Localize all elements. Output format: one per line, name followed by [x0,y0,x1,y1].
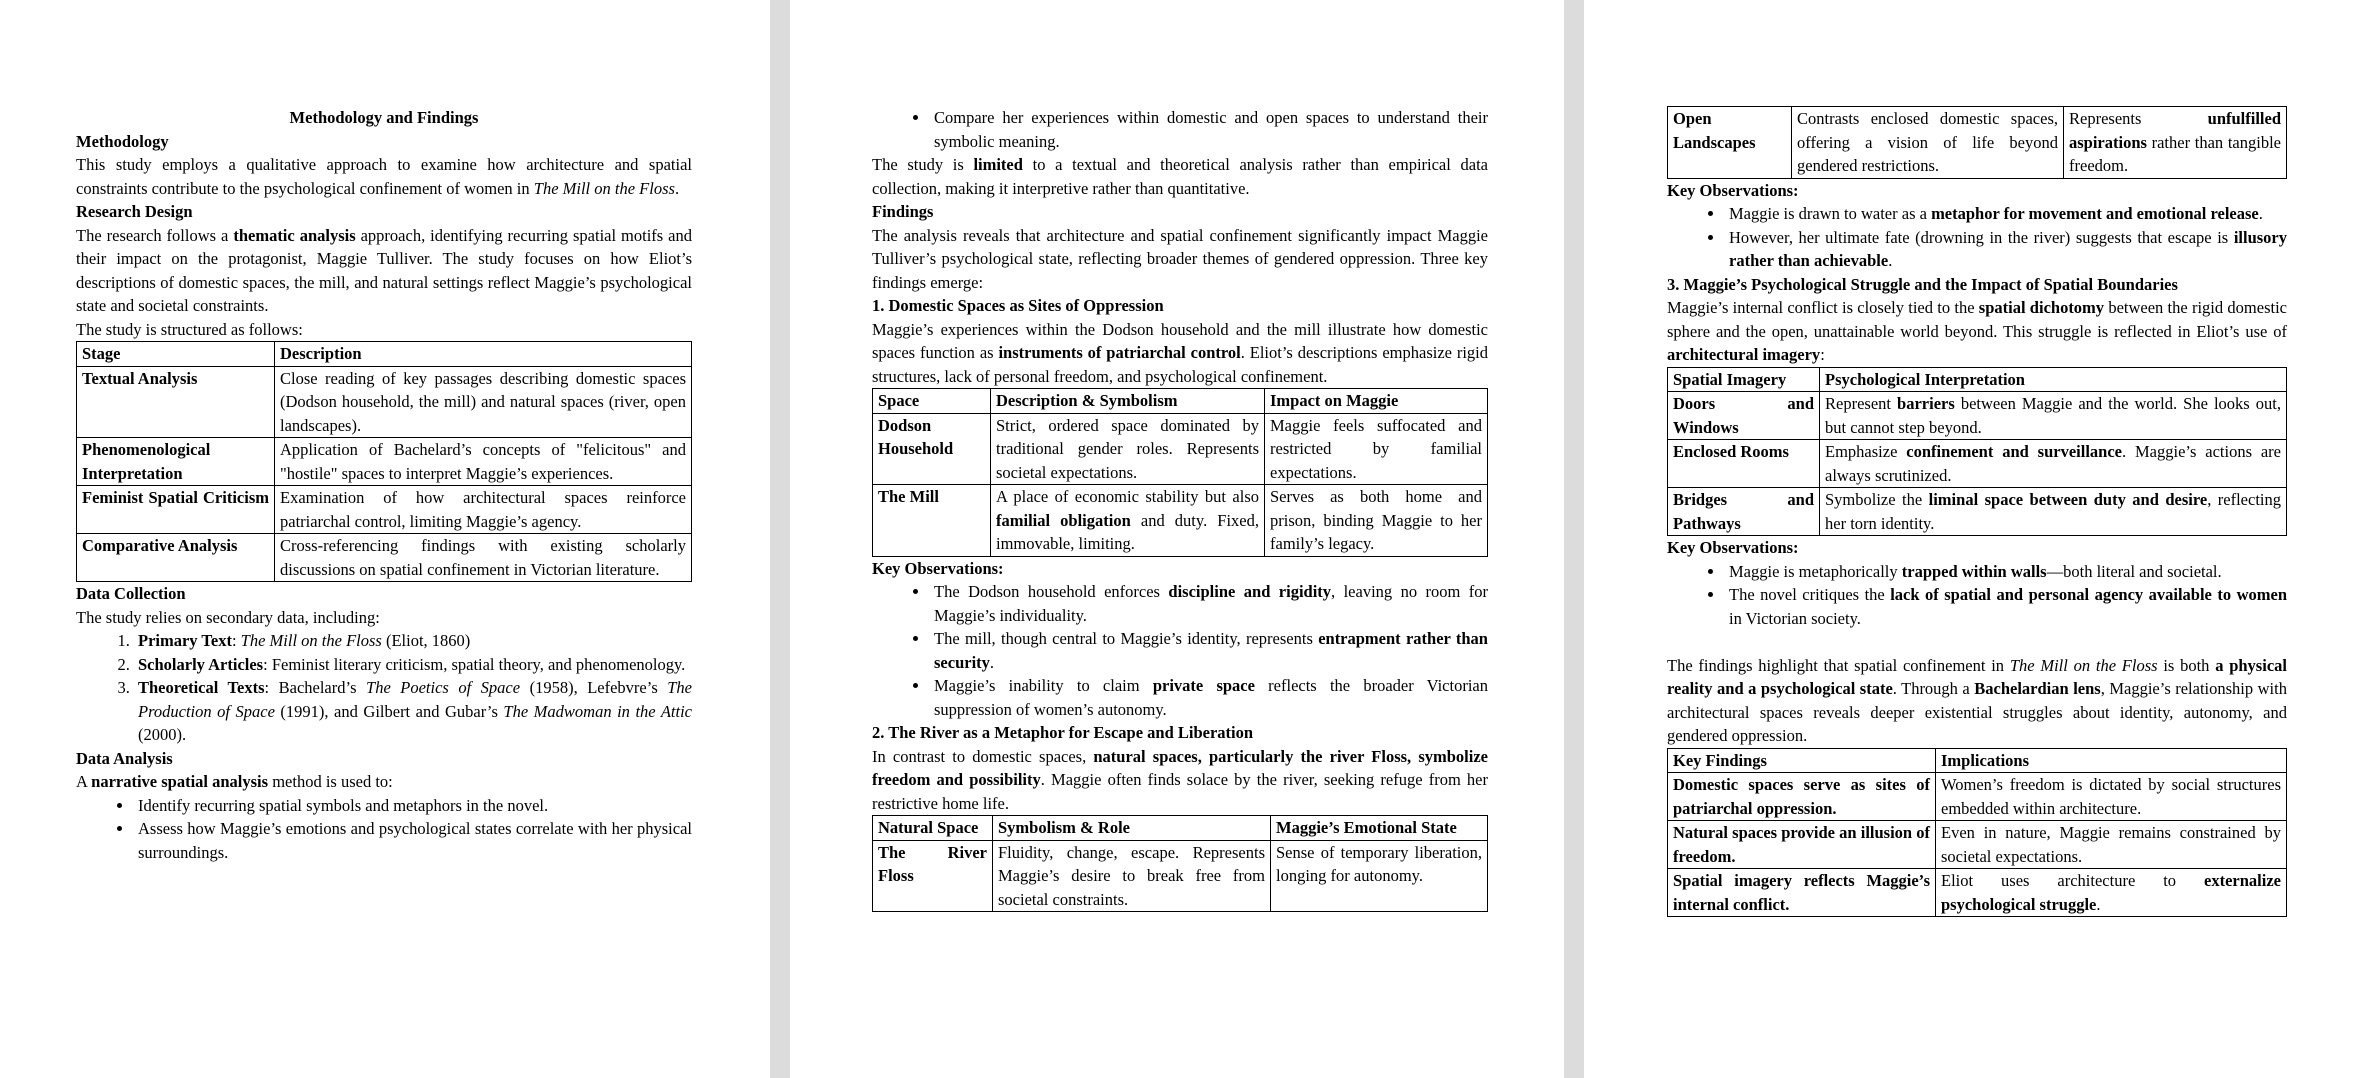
text-run: (2000). [138,725,187,744]
table-cell: Textual Analysis [77,366,275,438]
table-cell: Maggie feels suffocated and restricted by familial expectations. [1265,413,1488,485]
table-header-cell: Spatial Imagery [1668,367,1820,392]
natural-space-table [872,815,1488,912]
document-page-3 [1584,0,2364,1078]
text-run: Maggie’s inability to claim [934,676,1153,695]
table-row [1668,440,2287,488]
table-cell: Examination of how architectural spaces reinforce patriarchal control, limiting Maggie’s agency. [275,486,692,534]
bold-text: entrapment rather than security [934,629,1488,672]
table-header-cell: Stage [77,342,275,367]
list-item [1725,202,2287,226]
bold-text: illusory rather than achievable [1729,227,2287,270]
table-cell: Close reading of key passages describing domestic spaces (Dodson household, the mill) and natural spaces (river, open landscapes). [275,366,692,438]
table-cell: Contrasts enclosed domestic spaces, offering a vision of life beyond gendered restrictions. [1792,107,2064,179]
text-run: In contrast to domestic spaces, [872,746,1094,766]
bold-text: narrative spatial analysis [91,772,269,791]
findings-paragraph: The analysis reveals that architecture and spatial confinement significantly impact Maggie Tulliver’s psychological state, reflecting broader themes of gendered oppression. Three key findings emerge: [872,225,1488,292]
table-row [1668,107,2287,179]
structured-intro: The study is structured as follows: [76,319,303,339]
finding-2-heading: 2. The River as a Metaphor for Escape and Liberation [872,723,1254,742]
bold-text: lack of spatial and personal agency available to women [1890,585,2287,604]
table-header-cell: Psychological Interpretation [1820,367,2287,392]
text-run: and duty. Fixed, immovable, limiting. [996,510,1259,553]
conclusion-paragraph [1667,654,2287,748]
bold-text: architectural imagery [1667,345,1821,364]
text-run: . Maggie often finds solace by the river, seeking refuge from her restrictive home life. [872,770,1488,813]
compare-bullet-list [872,106,1488,153]
text-run: Maggie’s experiences within the Dodson household and the mill illustrate how domestic spaces function as [872,319,1488,362]
text-run: approach, identifying recurring spatial motifs and their impact on the protagonist, Maggie Tulliver. The study focuses on how Eliot’s descriptions of domestic spaces, the mill, and natural settings reflect Maggie’s psychological state and societal constraints. [76,225,692,315]
text-run: : Bachelard’s [264,678,367,697]
analysis-bullets [76,794,692,865]
observations-list [1667,202,2287,273]
table-cell: Doors and Windows [1668,392,1820,440]
text-run: , reflecting her torn identity. [1825,490,2281,533]
text-run: The novel critiques the [1729,585,1891,604]
table-row [77,486,692,534]
bold-text: Bachelardian lens [1974,679,2101,698]
finding-1-heading: 1. Domestic Spaces as Sites of Oppression [872,296,1164,315]
data-collection-heading: Data Collection [76,584,186,603]
text-run: : Feminist literary criticism, spatial theory, and phenomenology. [263,654,686,674]
table-row [1668,392,2287,440]
table-header-cell: Space [873,389,991,414]
table-cell: Enclosed Rooms [1668,440,1820,488]
text-run: , Maggie’s relationship with architectural spaces reveals deeper existential struggles about identity, autonomy, and gendered oppression. [1667,679,2287,745]
table-cell: Serves as both home and prison, binding Maggie to her family’s legacy. [1265,485,1488,557]
document-page-2 [790,0,1564,1078]
table-cell [1820,488,2287,536]
text-run: Symbolize the [1825,490,1929,509]
space-table [872,388,1488,557]
methodology-paragraph [76,153,692,200]
page-1-content [76,106,692,864]
text-run: between the rigid domestic sphere and the open, unattainable world beyond. This struggle is reflected in Eliot’s use of [1667,298,2287,341]
text-run: Represent [1825,394,1898,413]
text-run: : [1820,345,1825,364]
text-run: Maggie is metaphorically [1729,561,1902,581]
text-run: . Maggie’s actions are always scrutinized. [1825,442,2282,485]
table-cell: Cross-referencing findings with existing scholarly discussions on spatial confinement in Victorian literature. [275,534,692,582]
bold-text: unfulfilled aspirations [2069,109,2281,152]
table-cell: Sense of temporary liberation, longing for autonomy. [1271,840,1488,912]
text-run: This study employs a qualitative approach to examine how architecture and spatial constraints contribute to the psychological confinement of women in [76,155,692,198]
table-cell [1820,440,2287,488]
text-run: The Dodson household enforces [934,582,1169,601]
text-run: A place of economic stability but also [996,487,1259,506]
text-run: —both literal and societal. [2046,561,2222,581]
italic-title: The Production of Space [138,678,692,721]
table-row [873,485,1488,557]
page-gutter-1 [770,0,790,1078]
bold-text: instruments of patriarchal control [998,343,1241,362]
bold-text: Scholarly Articles [138,654,264,674]
table-row [1668,488,2287,536]
table-row [77,534,692,582]
table-header-row [873,816,1488,841]
research-design-paragraph [76,224,692,318]
list-item [134,629,692,653]
table-cell: Bridges and Pathways [1668,488,1820,536]
text-run: to a textual and theoretical analysis rather than empirical data collection, making it interpretive rather than quantitative. [872,155,1488,198]
list-item [1725,226,2287,273]
table-cell: Domestic spaces serve as sites of patriarchal oppression. [1668,773,1936,821]
data-analysis-heading: Data Analysis [76,748,173,768]
text-run: is both [2157,655,2216,675]
table-cell: Comparative Analysis [77,534,275,582]
table-cell: Open Landscapes [1668,107,1792,179]
page-3-content [1667,106,2287,917]
bold-text: confinement and surveillance [1906,442,2122,461]
observations-list [872,580,1488,721]
bold-text: externalize psychological struggle [1941,871,2281,914]
key-findings-table [1667,748,2287,918]
text-run: A [76,772,92,791]
list-item: • Compare her experiences within domestic and open spaces to understand their symbolic meaning. [930,106,1488,153]
bold-text: Theoretical Texts [138,678,265,697]
observations-list-2 [1667,560,2287,631]
table-cell: Strict, ordered space dominated by traditional gender roles. Represents societal expectations. [991,413,1265,485]
table-cell: Application of Bachelard’s concepts of "felicitous" and "hostile" spaces to interpret Maggie’s experiences. [275,438,692,486]
text-run: . [1888,251,1893,270]
key-observations-heading: Key Observations: [872,558,1004,578]
table-header-cell: Implications [1936,748,2287,773]
bold-text: familial obligation [996,510,1131,530]
table-row [1668,869,2287,917]
table-header-cell: Description [275,342,692,367]
table-cell: Women’s freedom is dictated by social structures embedded within architecture. [1936,773,2287,821]
table-header-row [873,389,1488,414]
list-item [930,580,1488,627]
text-run: : [231,631,241,650]
data-collection-intro: The study relies on secondary data, including: [76,607,380,627]
bold-text: trapped within walls [1901,561,2047,581]
table-cell: Spatial imagery reflects Maggie’s internal conflict. [1668,869,1936,917]
table-row [1668,773,2287,821]
spatial-imagery-table [1667,367,2287,537]
methodology-heading: Methodology [76,131,169,151]
finding-2-paragraph [872,745,1488,816]
text-run: . [2258,204,2263,223]
bold-text: private space [1152,676,1255,695]
text-run: in Victorian society. [1729,608,1861,628]
page-2-content [872,106,1488,912]
bold-text: limited [973,155,1023,174]
italic-title: The Mill on the Floss [533,178,675,198]
table-header-row [1668,748,2287,773]
table-cell: Natural spaces provide an illusion of freedom. [1668,821,1936,869]
table-row [77,366,692,438]
finding-1-paragraph [872,318,1488,389]
text-run: Maggie is drawn to water as a [1729,204,1932,223]
open-landscapes-table [1667,106,2287,179]
table-header-cell: Maggie’s Emotional State [1271,816,1488,841]
blank-line [1667,630,2287,654]
table-header-cell: Impact on Maggie [1265,389,1488,414]
text-run: . [674,178,680,198]
table-header-row [77,342,692,367]
italic-title: The Madwoman in the Attic [503,701,692,721]
text-run: The findings highlight that spatial confinement in [1667,655,2010,675]
text-run: . Through a [1892,679,1975,698]
list-item [134,653,692,677]
table-cell [991,485,1265,557]
bold-text: a physical reality and a psychological state [1667,655,2287,698]
list-item: • Assess how Maggie’s emotions and psychological states correlate with her physical surroundings. [134,817,692,864]
table-header-cell: Key Findings [1668,748,1936,773]
list-item: • Identify recurring spatial symbols and metaphors in the novel. [134,794,692,818]
section-title: Methodology and Findings [289,108,479,127]
table-row [873,413,1488,485]
document-page-1 [0,0,770,1078]
text-run: (1991), and Gilbert and Gubar’s [274,701,504,721]
bold-text: Primary Text [138,631,232,650]
table-cell [1936,869,2287,917]
text-run: Eliot uses architecture to [1941,871,2205,890]
table-cell: The Mill [873,485,991,557]
table-header-cell: Symbolism & Role [993,816,1271,841]
table-row [77,438,692,486]
text-run: method is used to: [268,772,393,791]
italic-title: The Mill on the Floss [2009,655,2158,675]
list-item [1725,583,2287,630]
key-observations-heading-2: Key Observations: [1667,538,1799,557]
table-cell [1820,392,2287,440]
table-cell: Dodson Household [873,413,991,485]
text-run: . [2096,894,2101,914]
stage-table [76,341,692,582]
finding-3-paragraph [1667,296,2287,367]
bold-text: spatial dichotomy [1978,298,2105,317]
text-run: (Eliot, 1860) [381,631,471,650]
text-run: (1958), Lefebvre’s [520,678,668,697]
text-run: Represents [2069,109,2208,128]
list-item [134,676,692,747]
data-analysis-intro [76,770,692,794]
text-run: reflects the broader Victorian suppression of women’s autonomy. [934,676,1488,719]
key-observations-heading: Key Observations: [1667,180,1799,200]
sources-list [76,629,692,747]
text-run: . [989,652,995,672]
table-cell [2064,107,2287,179]
table-cell: Phenomenological Interpretation [77,438,275,486]
text-run: However, her ultimate fate (drowning in the river) suggests that escape is [1729,227,2234,247]
finding-3-heading: 3. Maggie’s Psychological Struggle and the Impact of Spatial Boundaries [1667,274,2178,294]
table-cell: The River Floss [873,840,993,912]
table-header-row [1668,367,2287,392]
bold-text: thematic analysis [233,225,356,245]
text-run: The research follows a [76,225,234,245]
table-row [873,840,1488,912]
research-design-heading: Research Design [76,202,193,221]
list-item [930,627,1488,674]
table-cell: Feminist Spatial Criticism [77,486,275,534]
limitation-paragraph [872,153,1488,200]
table-header-cell: Natural Space [873,816,993,841]
text-run: , leaving no room for Maggie’s individuality. [934,582,1488,625]
list-item [1725,560,2287,584]
bold-text: metaphor for movement and emotional release [1931,204,2259,223]
bold-text: natural spaces, particularly the river Floss, symbolize freedom and possibility [872,746,1488,789]
findings-heading: Findings [872,202,934,221]
text-run: . Eliot’s descriptions emphasize rigid structures, lack of personal freedom, and psychological confinement. [872,343,1489,386]
text-run: rather than tangible freedom. [2069,132,2281,175]
bold-text: liminal space between duty and desire [1928,490,2208,509]
bold-text: discipline and rigidity [1168,582,1332,601]
page-gutter-2 [1564,0,1584,1078]
bold-text: barriers [1897,394,1955,413]
table-cell: Even in nature, Maggie remains constrained by societal expectations. [1936,821,2287,869]
text-run: Maggie’s internal conflict is closely tied to the [1667,298,1979,317]
text-run: Emphasize [1825,442,1907,461]
list-item [930,674,1488,721]
italic-title: The Mill on the Floss [240,631,382,650]
table-row [1668,821,2287,869]
text-run: The mill, though central to Maggie’s identity, represents [934,629,1319,648]
italic-title: The Poetics of Space [366,678,521,697]
text-run: between Maggie and the world. She looks out, but cannot step beyond. [1825,394,2281,437]
table-cell: Fluidity, change, escape. Represents Maggie’s desire to break free from societal constraints. [993,840,1271,912]
text-run: The study is [872,155,974,174]
table-header-cell: Description & Symbolism [991,389,1265,414]
